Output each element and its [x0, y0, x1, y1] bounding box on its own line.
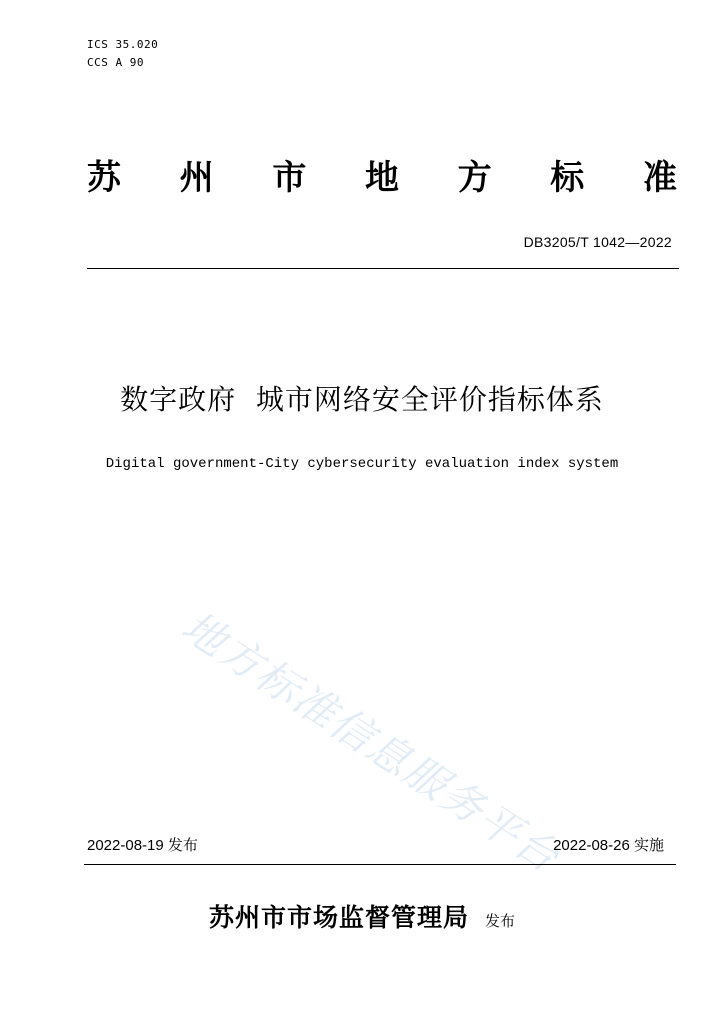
ccs-code: CCS A 90	[87, 56, 144, 69]
document-title-cn: 数字政府 城市网络安全评价指标体系	[120, 383, 604, 416]
release-date: 2022-08-19 发布	[87, 837, 198, 854]
publisher-org: 苏州市市场监督管理局	[208, 903, 469, 932]
title-char: 标	[550, 158, 585, 198]
title-char: 准	[642, 158, 677, 198]
title-char: 地	[364, 158, 399, 198]
implement-date: 2022-08-26 实施	[553, 837, 664, 854]
ics-code: ICS 35.020	[87, 38, 159, 51]
bottom-divider	[84, 864, 676, 865]
title-char: 市	[272, 158, 307, 198]
watermark: 地方标准信息服务平台	[173, 601, 570, 883]
standard-category-title	[87, 150, 677, 200]
standard-code: DB3205/T 1042—2022	[523, 234, 672, 250]
title-char: 州	[179, 158, 214, 198]
top-divider	[87, 268, 679, 269]
publisher-action: 发布	[485, 912, 516, 930]
title-char: 苏	[87, 158, 121, 198]
title-char: 方	[457, 158, 492, 198]
document-title-en: Digital government-City cybersecurity evaluation index system	[105, 456, 619, 472]
publisher-line	[0, 898, 724, 934]
